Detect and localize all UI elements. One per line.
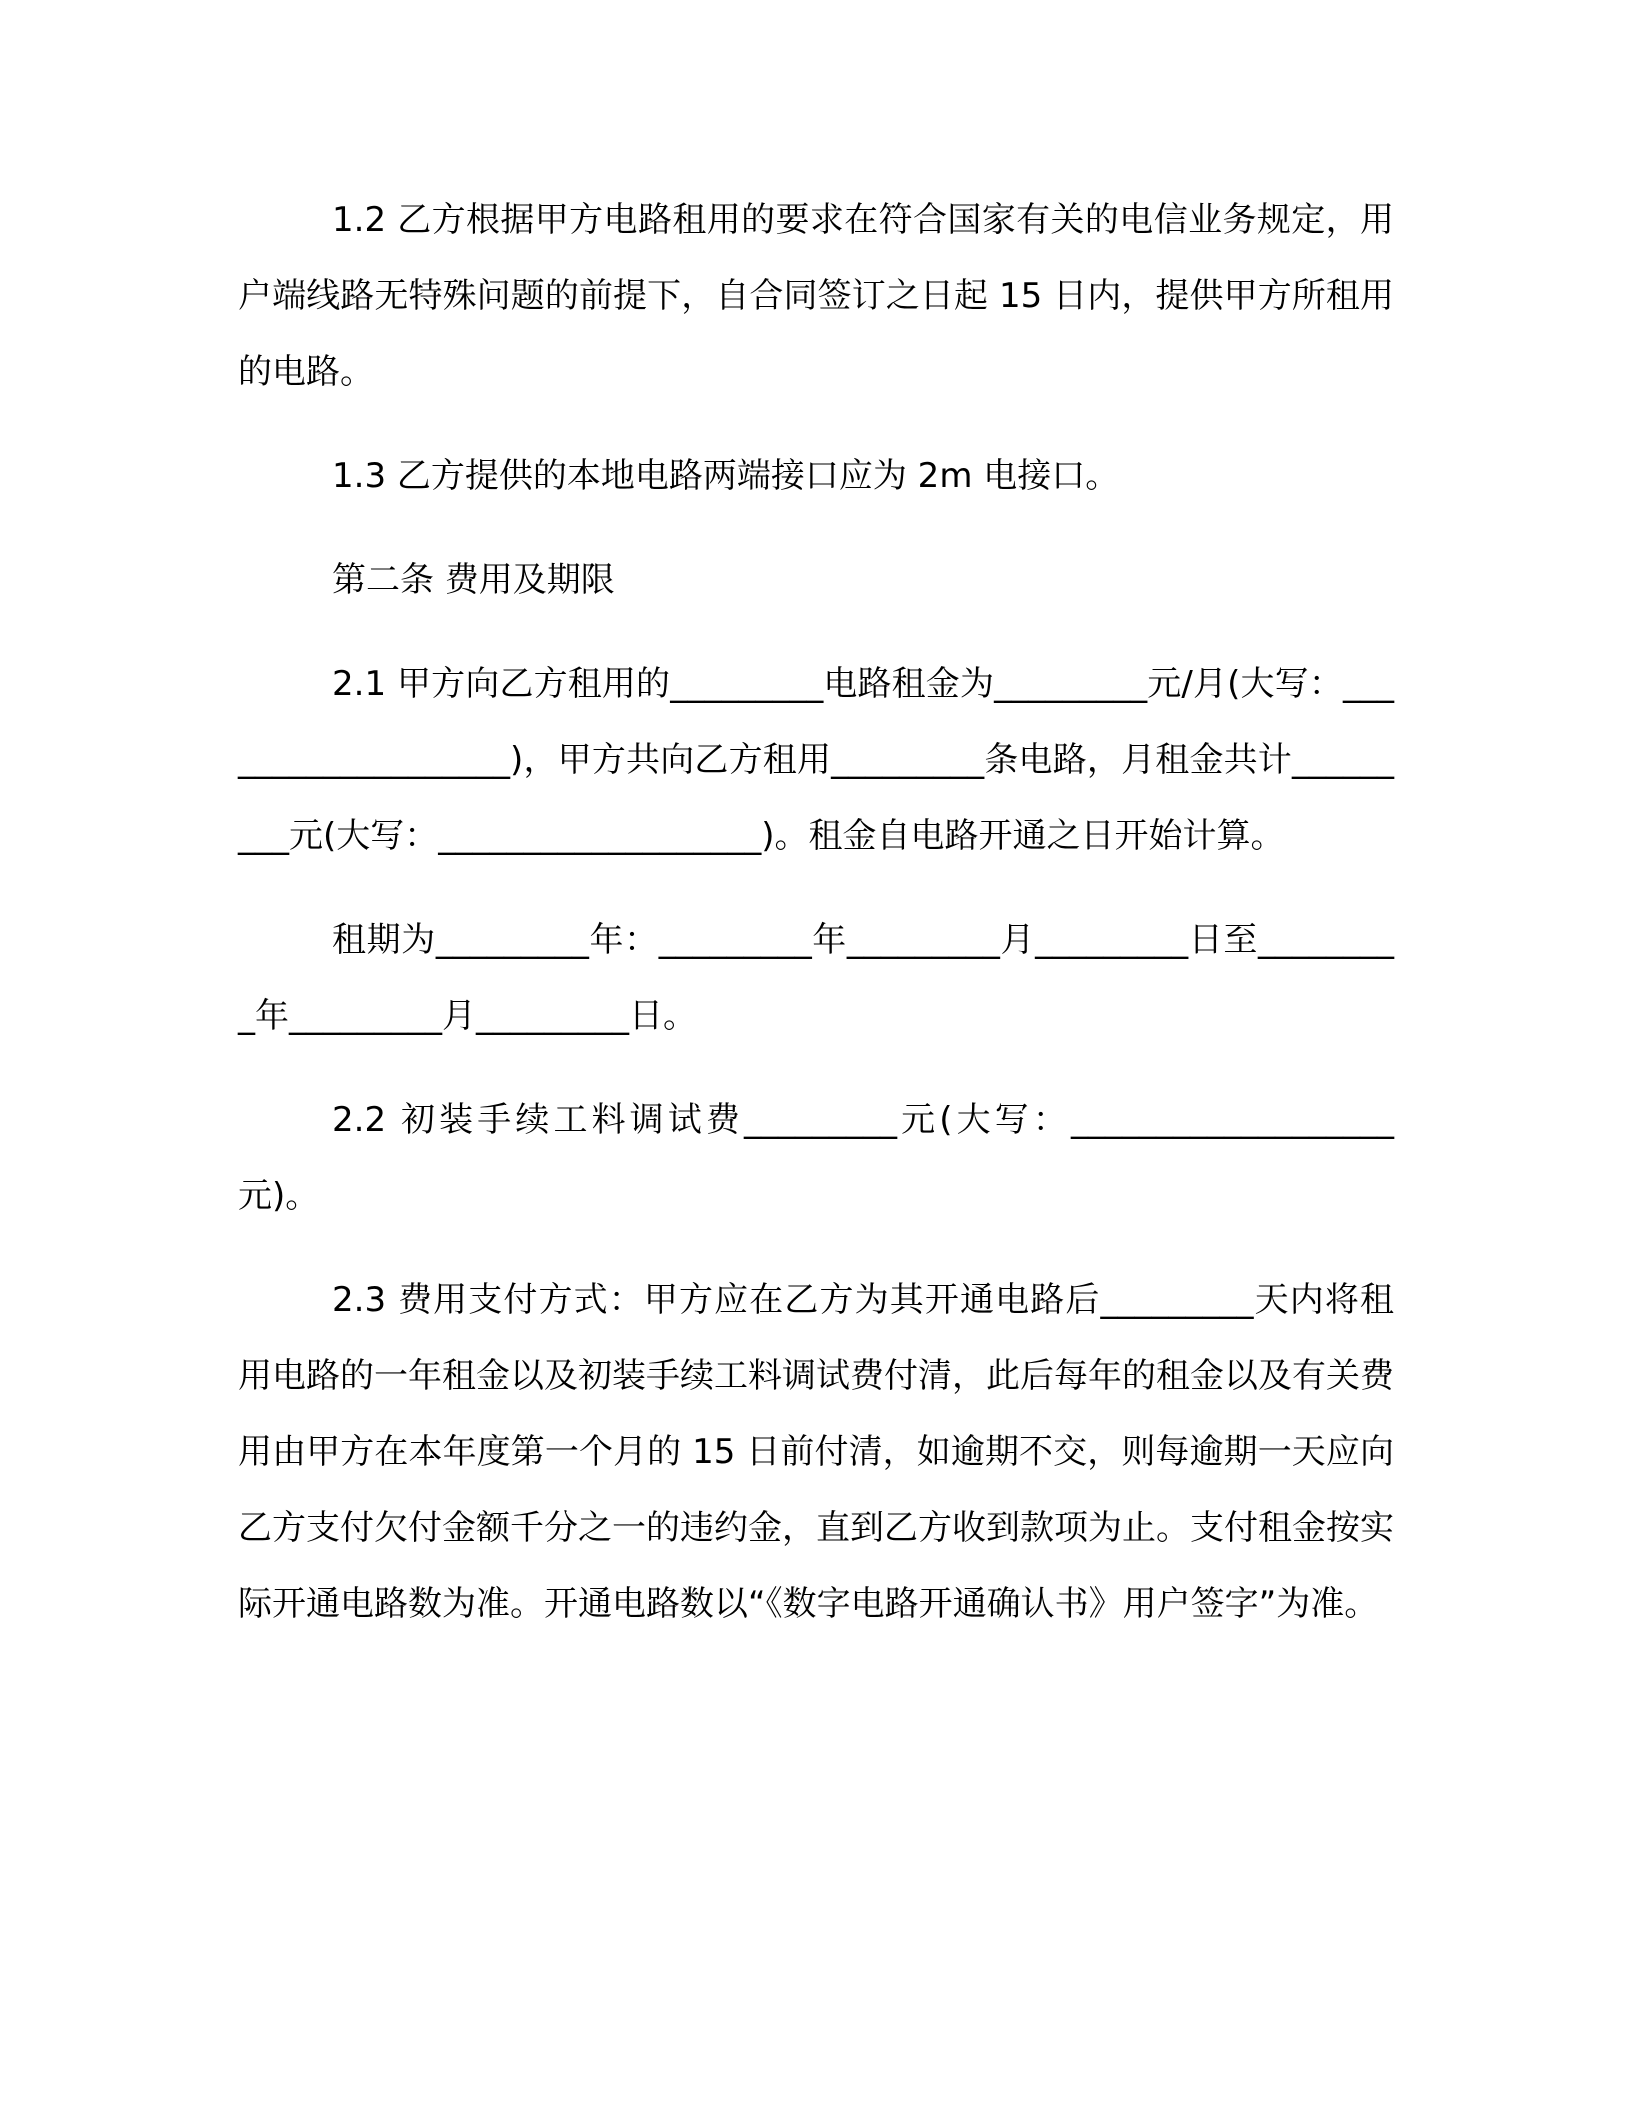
clause-2-3: 2.3 费用支付方式：甲方应在乙方为其开通电路后_________天内将租用电路的一年租金以及初装手续工料调试费付清，此后每年的租金以及有关费用由甲方在本年度第一个月的 15 日前付清，如逾期不交，则每逾期一天应向乙方支付欠付金额千分之一的违约金，直到乙方收到款项为止。支付租金按实际开通电路数为准。开通电路数以“《数字电路开通确认书》用户签字”为准。 — [238, 1280, 1394, 1624]
clause-1-3: 1.3 乙方提供的本地电路两端接口应为 2m 电接口。 — [332, 456, 1120, 496]
clause-2-2: 2.2 初装手续工料调试费_________元(大写：___________________元)。 — [238, 1100, 1394, 1216]
article-2-heading: 第二条 费用及期限 — [332, 560, 615, 600]
document-page — [238, 182, 1394, 1670]
clause-2-1: 2.1 甲方向乙方租用的_________电路租金为_________元/月(大写：___________________)，甲方共向乙方租用_________条电路，月租金共计_________元(大写：___________________)。租金自电路开通之日开始计算。 — [238, 664, 1394, 856]
clause-1-2: 1.2 乙方根据甲方电路租用的要求在符合国家有关的电信业务规定，用户端线路无特殊问题的前提下，自合同签订之日起 15 日内，提供甲方所租用的电路。 — [238, 200, 1394, 392]
lease-term: 租期为_________年：_________年_________月_________日至_________年_________月_________日。 — [238, 920, 1394, 1036]
